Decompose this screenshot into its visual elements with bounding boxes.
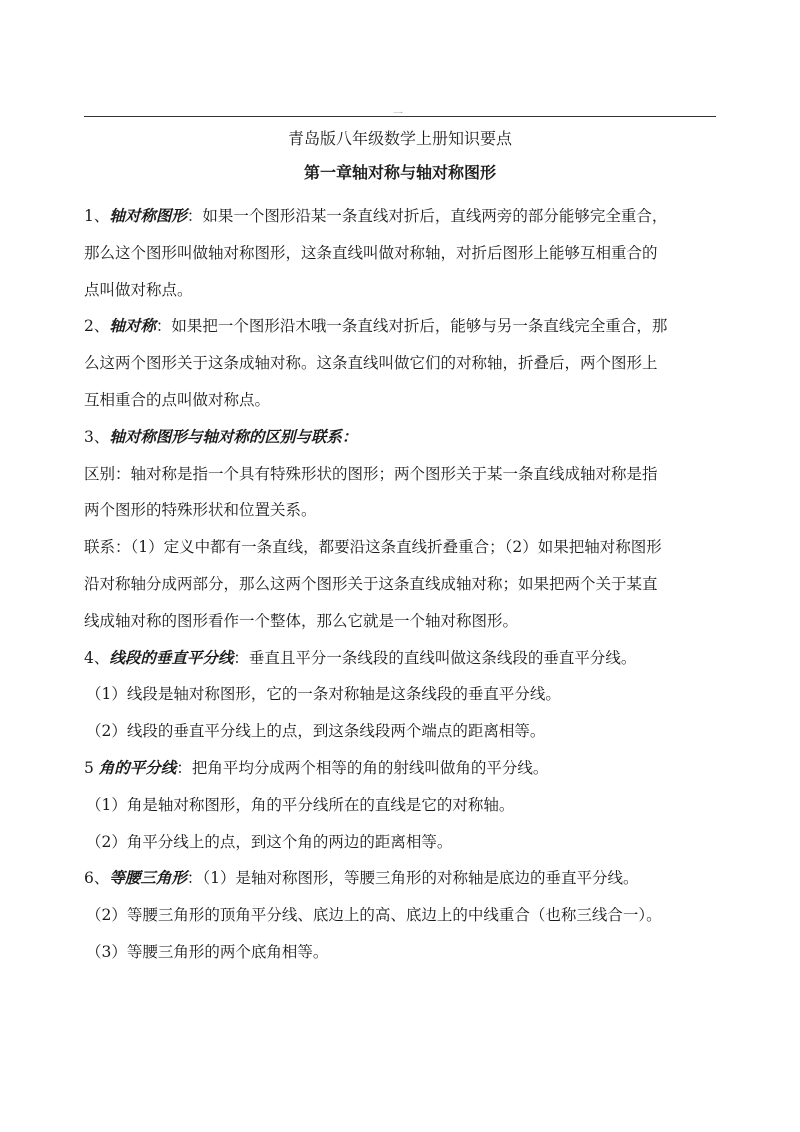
section-number: 6、 [84,869,110,888]
paragraph-line: 点叫做对称点。 [84,280,193,299]
paragraph-line [84,419,718,456]
definition-text: ：如果一个图形沿某一条直线对折后，直线两旁的部分能够完全重合， [186,207,668,225]
document-title: 青岛版八年级数学上册知识要点 [287,129,512,148]
definition-text: ：（1）是轴对称图形，等腰三角形的对称轴是底边的垂直平分线。 [186,869,639,888]
chapter-heading: 第一章轴对称与轴对称图形 [303,163,496,182]
sub-point-line: （2）线段的垂直平分线上的点，到这条线段两个端点的距离相等。 [86,722,546,741]
term-label: 轴对称 [109,316,156,336]
section-number: 3、 [84,427,110,446]
sub-point-line: （1）角是轴对称图形，角的平分线所在的直线是它的对称轴。 [86,795,515,814]
section-number: 4、 [84,648,110,667]
paragraph-line [84,860,718,897]
section-number: 2、 [84,317,110,336]
section-number: 1、 [84,207,110,225]
term-label: 轴对称图形 [109,206,187,225]
sub-point-line: （2）角平分线上的点，到这个角的两边的距离相等。 [86,832,453,851]
header-rule [84,116,716,117]
paragraph-line: 线成轴对称的图形看作一个整体，那么它就是一个轴对称图形。 [84,611,519,630]
term-label: 等腰三角形 [109,868,187,888]
paragraph-line: 那么这个图形叫做轴对称图形，这条直线叫做对称轴，对折后图形上能够互相重合的 [84,243,658,262]
paragraph-line [84,198,718,235]
paragraph-line: 两个图形的特殊形状和位置关系。 [84,501,317,520]
sub-point-line: （2）等腰三角形的顶角平分线、底边上的高、底边上的中线重合（也称三线合一）。 [86,906,662,925]
sub-point-line: （3）等腰三角形的两个底角相等。 [86,942,329,961]
definition-text: ：垂直且平分一条线段的直线叫做这条线段的垂直平分线。 [233,648,637,667]
term-label: 轴对称图形与轴对称的区别与联系： [109,426,358,446]
paragraph-line: 联系：（1）定义中都有一条直线，都要沿这条直线折叠重合；（2）如果把轴对称图形 [84,538,662,557]
term-label: 线段的垂直平分线 [109,647,234,667]
header-mark: 一 [393,109,403,120]
paragraph-line [84,640,718,677]
paragraph-line: 沿对称轴分成两部分，那么这两个图形关于这条直线成轴对称；如果把两个关于某直 [84,574,658,593]
definition-text: ：把角平均分成两个相等的角的射线叫做角的平分线。 [176,758,549,777]
paragraph-line: 区别：轴对称是指一个具有特殊形状的图形；两个图形关于某一条直线成轴对称是指 [84,464,658,483]
definition-text: ：如果把一个图形沿木哦一条直线对折后，能够与另一条直线完全重合，那 [155,317,668,336]
paragraph-line [84,308,718,345]
paragraph-line: 么这两个图形关于这条成轴对称。这条直线叫做它们的对称轴，折叠后，两个图形上 [84,354,658,373]
term-label: 角的平分线 [98,757,177,777]
document-body [84,198,718,971]
section-number: 5 [84,758,99,777]
paragraph-line [84,750,718,787]
sub-point-line: （1）线段是轴对称图形，它的一条对称轴是这条线段的垂直平分线。 [86,685,561,704]
paragraph-line: 互相重合的点叫做对称点。 [84,390,271,409]
